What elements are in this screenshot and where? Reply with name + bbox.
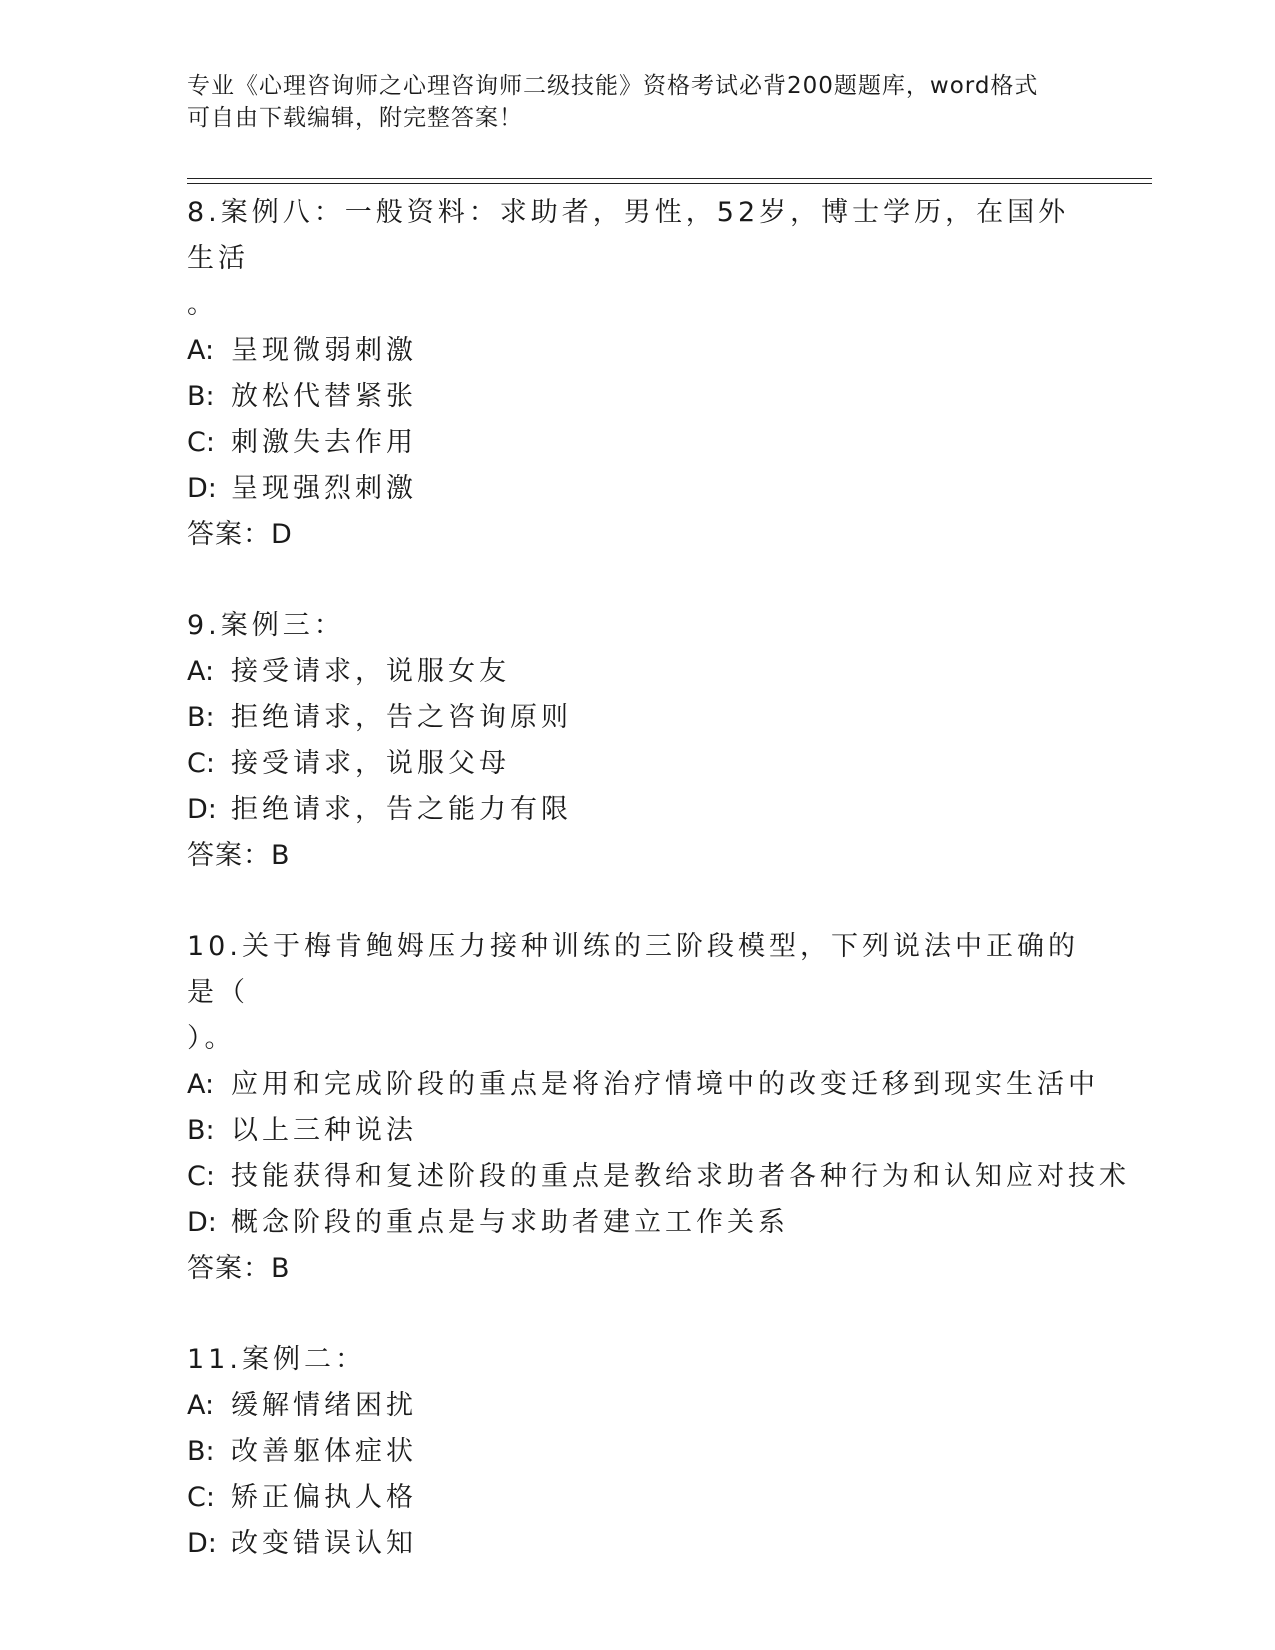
option-letter: A: xyxy=(187,1069,215,1100)
option-letter: D: xyxy=(187,473,217,504)
option-letter: D: xyxy=(187,1207,217,1238)
option-d xyxy=(187,787,1087,833)
option-text: 改善躯体症状 xyxy=(231,1436,417,1467)
option-letter: C: xyxy=(187,1161,215,1192)
question-item xyxy=(187,190,1087,558)
document-header xyxy=(187,70,1067,134)
option-letter: C: xyxy=(187,427,215,458)
option-d xyxy=(187,466,1087,512)
question-stem-line: ）。 xyxy=(187,1023,236,1054)
option-letter: A: xyxy=(187,335,215,366)
option-b xyxy=(187,1429,1087,1475)
option-c xyxy=(187,741,1087,787)
question-stem-line: 10.关于梅肯鲍姆压力接种训练的三阶段模型，下列说法中正确的是（ xyxy=(187,931,1079,1008)
option-text: 改变错误认知 xyxy=(231,1528,417,1559)
option-c xyxy=(187,1154,1130,1200)
option-b xyxy=(187,695,1087,741)
question-item xyxy=(187,603,1087,879)
option-text: 应用和完成阶段的重点是将治疗情境中的改变迁移到现实生活中 xyxy=(231,1069,1099,1100)
answer-line: 答案：B xyxy=(187,840,291,871)
header-divider-top xyxy=(187,178,1152,179)
answer-line: 答案：B xyxy=(187,1253,291,1284)
option-text: 技能获得和复述阶段的重点是教给求助者各种行为和认知应对技术 xyxy=(231,1161,1130,1192)
question-stem-line: 8.案例八：一般资料：求助者，男性，52岁，博士学历，在国外生活 xyxy=(187,197,1070,274)
option-letter: A: xyxy=(187,1390,215,1421)
option-d xyxy=(187,1200,1087,1246)
option-text: 矫正偏执人格 xyxy=(231,1482,417,1513)
option-d xyxy=(187,1521,1087,1567)
option-letter: D: xyxy=(187,1528,217,1559)
question-item xyxy=(187,1337,1087,1567)
header-divider-bottom xyxy=(187,183,1152,184)
option-text: 概念阶段的重点是与求助者建立工作关系 xyxy=(231,1207,789,1238)
option-text: 放松代替紧张 xyxy=(231,381,417,412)
option-text: 拒绝请求，告之能力有限 xyxy=(231,794,572,825)
option-c xyxy=(187,420,1087,466)
question-stem xyxy=(187,190,1087,328)
question-item xyxy=(187,924,1130,1292)
question-stem-line: 。 xyxy=(187,289,218,320)
option-text: 拒绝请求，告之咨询原则 xyxy=(231,702,572,733)
option-letter: B: xyxy=(187,702,215,733)
option-letter: B: xyxy=(187,1115,215,1146)
option-text: 呈现强烈刺激 xyxy=(231,473,417,504)
option-text: 接受请求，说服女友 xyxy=(231,656,510,687)
question-stem xyxy=(187,1337,1087,1383)
option-text: 接受请求，说服父母 xyxy=(231,748,510,779)
header-line-1: 专业《心理咨询师之心理咨询师二级技能》资格考试必背200题题库，word格式 xyxy=(187,73,1039,99)
answer-line: 答案：D xyxy=(187,519,293,550)
option-b xyxy=(187,1108,1087,1154)
option-text: 呈现微弱刺激 xyxy=(231,335,417,366)
header-line-2: 可自由下载编辑，附完整答案！ xyxy=(187,105,523,131)
option-a xyxy=(187,1383,1087,1429)
option-letter: A: xyxy=(187,656,215,687)
question-stem xyxy=(187,924,1087,1062)
option-a xyxy=(187,328,1087,374)
option-letter: C: xyxy=(187,748,215,779)
question-list xyxy=(187,190,1130,1612)
option-text: 缓解情绪困扰 xyxy=(231,1390,417,1421)
option-letter: B: xyxy=(187,1436,215,1467)
option-c xyxy=(187,1475,1087,1521)
option-letter: B: xyxy=(187,381,215,412)
option-a xyxy=(187,1062,1099,1108)
option-b xyxy=(187,374,1087,420)
option-a xyxy=(187,649,1087,695)
question-stem xyxy=(187,603,1087,649)
option-letter: D: xyxy=(187,794,217,825)
option-text: 刺激失去作用 xyxy=(231,427,417,458)
option-text: 以上三种说法 xyxy=(231,1115,417,1146)
question-stem-line: 9.案例三： xyxy=(187,610,345,641)
option-letter: C: xyxy=(187,1482,215,1513)
question-stem-line: 11.案例二： xyxy=(187,1344,366,1375)
